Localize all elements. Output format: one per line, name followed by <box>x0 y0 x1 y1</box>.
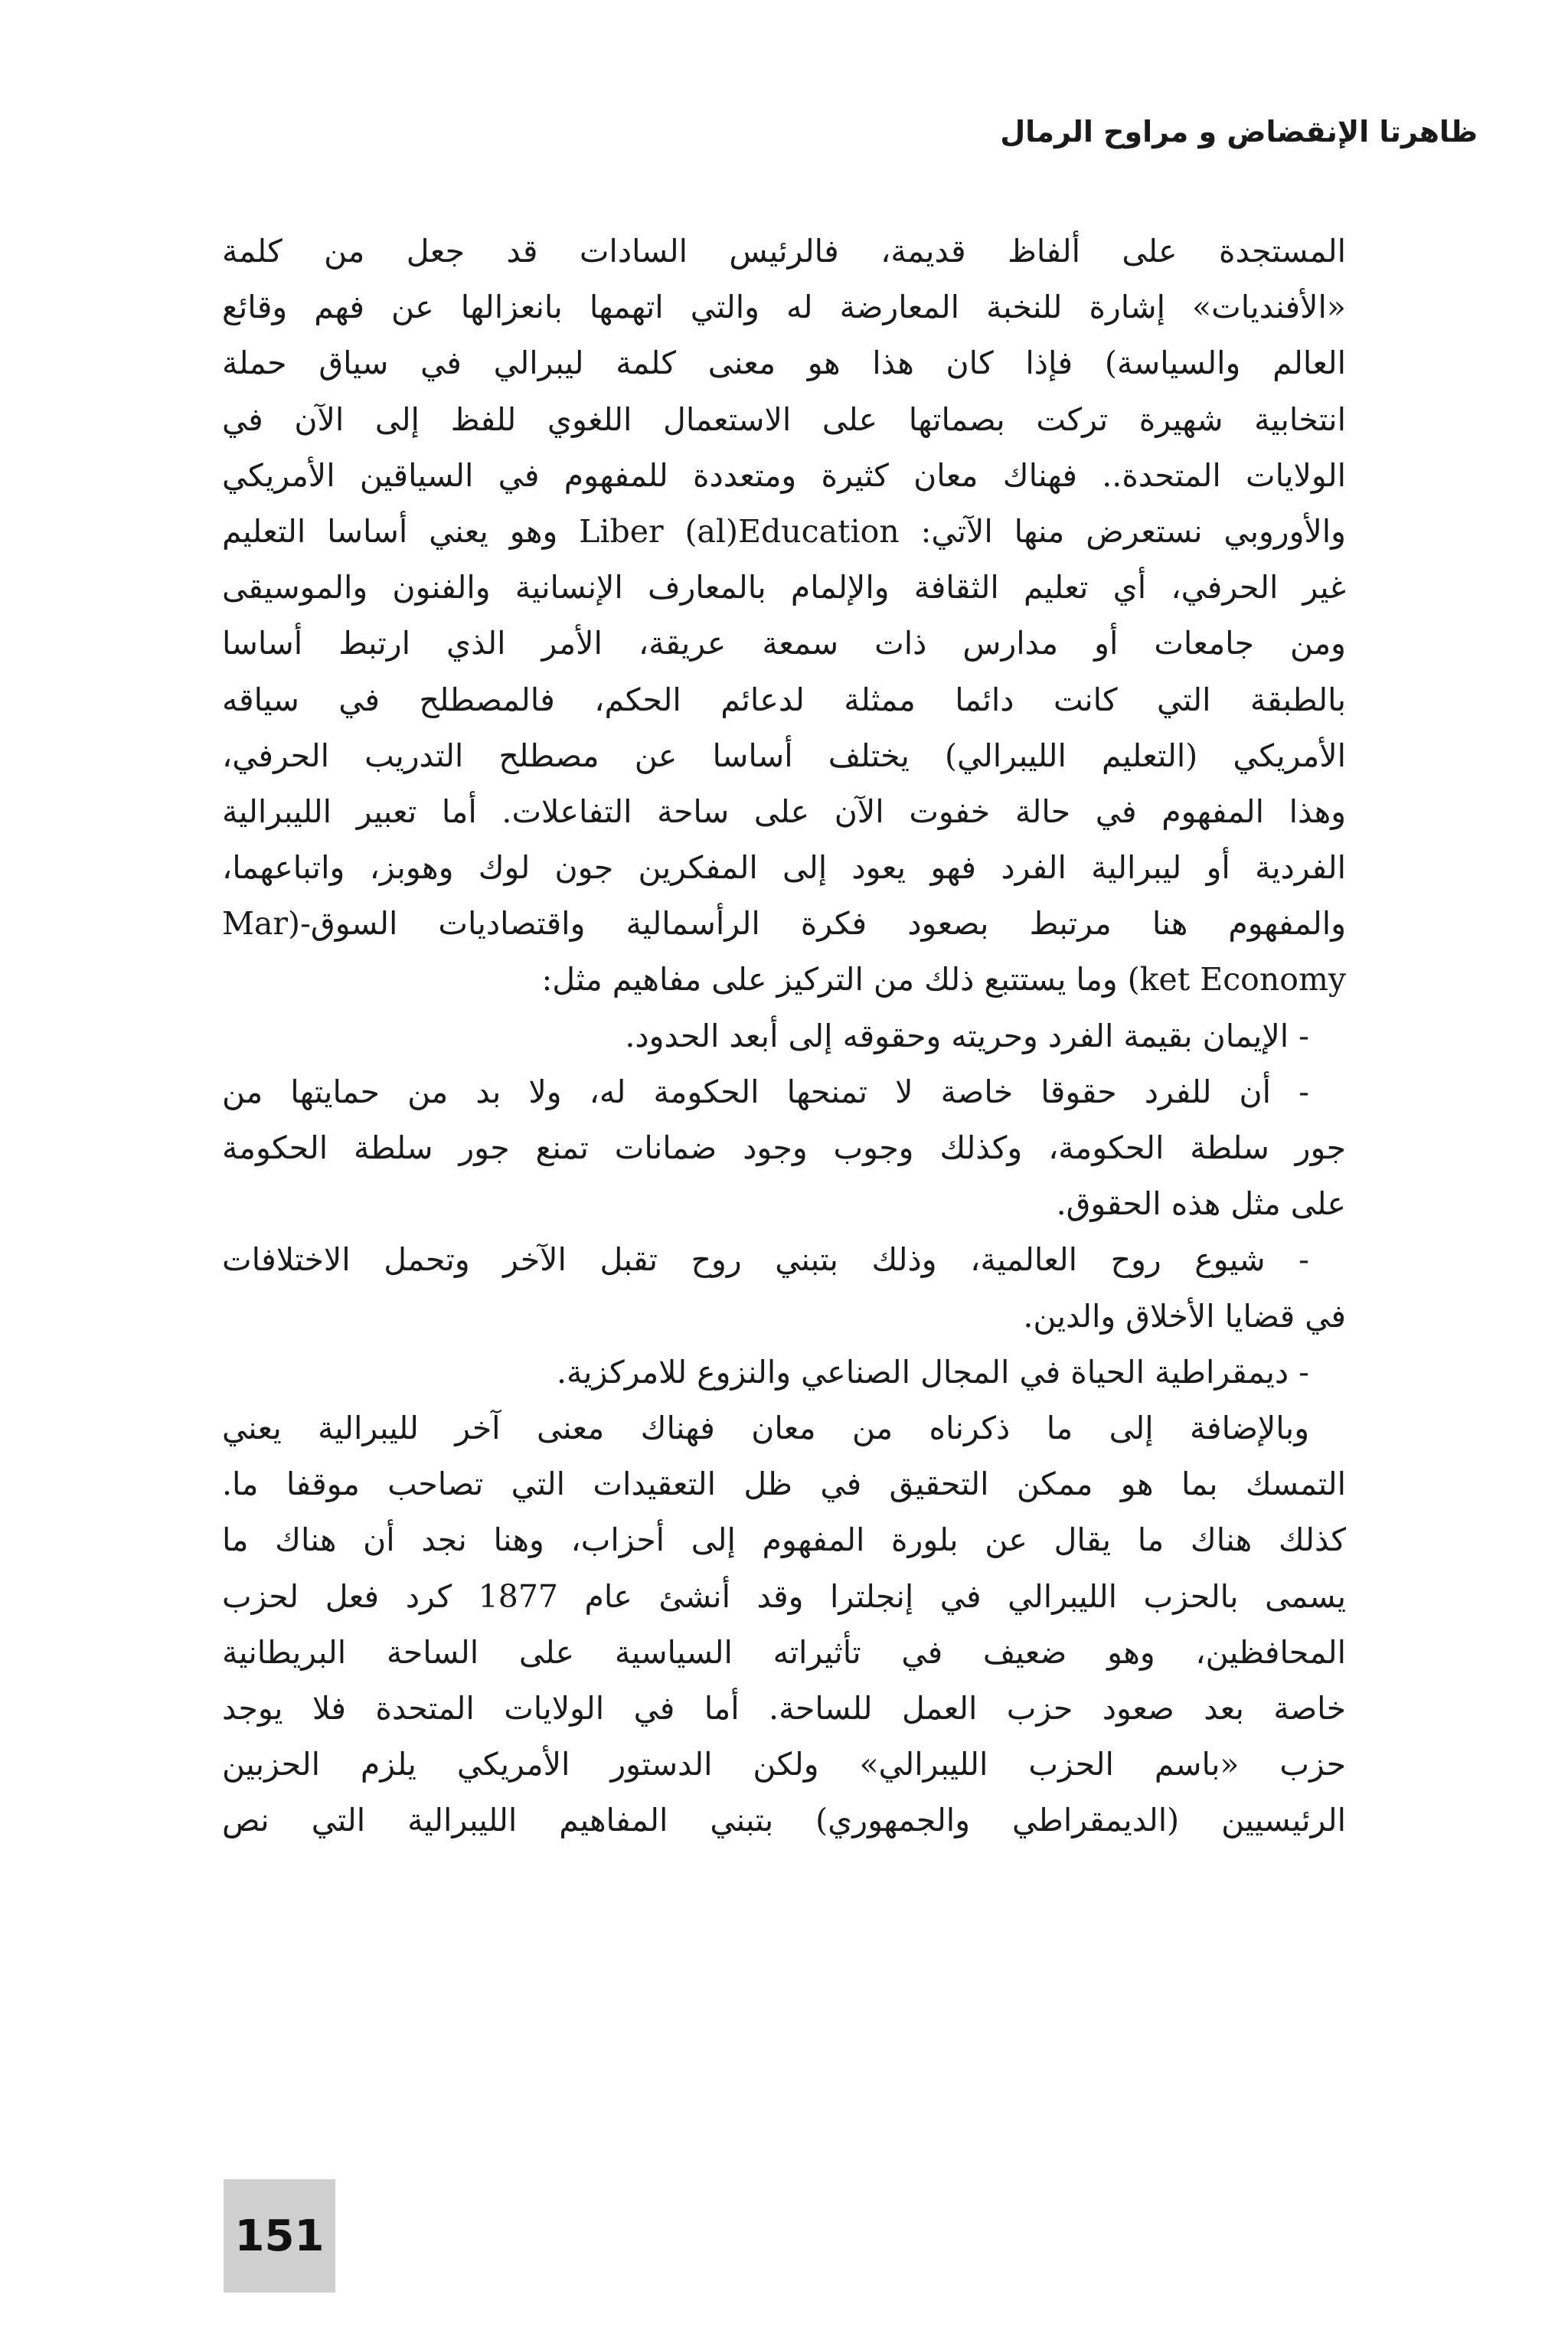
text-line: - ديمقراطية الحياة في المجال الصناعي والنزوع للامركزية. <box>557 1353 1309 1391</box>
text-line: المحافظين، وهو ضعيف في تأثيراته السياسية على الساحة البريطانية <box>222 1633 1346 1671</box>
text-line: - شيوع روح العالمية، وذلك بتبني روح تقبل الآخر وتحمل الاختلافات <box>222 1241 1309 1279</box>
text-line: «الأفنديات» إشارة للنخبة المعارضة له والتي اتهمها بانعزالها عن فهم وقائع <box>222 289 1346 326</box>
text-line: في قضايا الأخلاق والدين. <box>1023 1297 1346 1335</box>
text-line: الأمريكي (التعليم الليبرالي) يختلف أساسا عن مصطلح التدريب الحرفي، <box>222 737 1346 774</box>
text-line: والأوروبي نستعرض منها الآتي: Liber (al)Education وهو يعني أساسا التعليم <box>222 512 1346 550</box>
page-number: 151 <box>234 2211 325 2261</box>
text-line: - الإيمان بقيمة الفرد وحريته وحقوقه إلى أبعد الحدود. <box>625 1017 1309 1054</box>
text-line: والمفهوم هنا مرتبط بصعود فكرة الرأسمالية واقتصاديات السوق-(Mar <box>222 905 1346 943</box>
text-line: غير الحرفي، أي تعليم الثقافة والإلمام بالمعارف الإنسانية والفنون والموسيقى <box>222 569 1346 606</box>
running-header: ظاهرتا الإنقضاض و مراوح الرمال <box>1000 115 1478 149</box>
text-line: حزب «باسم الحزب الليبرالي» ولكن الدستور الأمريكي يلزم الحزبين <box>222 1746 1346 1783</box>
text-line: ket Economy) وما يستتبع ذلك من التركيز على مفاهيم مثل: <box>541 961 1346 999</box>
text-line: - أن للفرد حقوقا خاصة لا تمنحها الحكومة له، ولا بد من حمايتها من <box>222 1073 1309 1110</box>
text-line: على مثل هذه الحقوق. <box>1056 1185 1346 1223</box>
text-line: انتخابية شهيرة تركت بصماتها على الاستعمال اللغوي للفظ إلى الآن في <box>222 400 1346 438</box>
text-line: كذلك هناك ما يقال عن بلورة المفهوم إلى أحزاب، وهنا نجد أن هناك ما <box>222 1521 1346 1559</box>
text-line: يسمى بالحزب الليبرالي في إنجلترا وقد أنشئ عام 1877 كرد فعل لحزب <box>222 1577 1346 1615</box>
text-line: جور سلطة الحكومة، وكذلك وجوب وجود ضمانات تمنع جور سلطة الحكومة <box>222 1129 1346 1166</box>
text-line: الفردية أو ليبرالية الفرد فهو يعود إلى المفكرين جون لوك وهوبز، واتباعهما، <box>222 849 1346 887</box>
text-line: الرئيسيين (الديمقراطي والجمهوري) بتبني المفاهيم الليبرالية التي نص <box>222 1802 1346 1839</box>
text-line: وهذا المفهوم في حالة خفوت الآن على ساحة التفاعلات. أما تعبير الليبرالية <box>222 793 1346 830</box>
text-line: ومن جامعات أو مدارس ذات سمعة عريقة، الأمر الذي ارتبط أساسا <box>222 625 1346 662</box>
text-line: وبالإضافة إلى ما ذكرناه من معان فهناك معنى آخر لليبرالية يعني <box>222 1409 1309 1446</box>
text-line: المستجدة على ألفاظ قديمة، فالرئيس السادات قد جعل من كلمة <box>222 233 1346 270</box>
text-line: بالطبقة التي كانت دائما ممثلة لدعائم الحكم، فالمصطلح في سياقه <box>222 681 1346 718</box>
text-line: الولايات المتحدة.. فهناك معان كثيرة ومتعددة للمفهوم في السياقين الأمريكي <box>222 456 1346 494</box>
body-text <box>222 224 1346 1848</box>
text-line: العالم والسياسة) فإذا كان هذا هو معنى كلمة ليبرالي في سياق حملة <box>222 345 1346 382</box>
text-line: التمسك بما هو ممكن التحقيق في ظل التعقيدات التي تصاحب موقفا ما. <box>222 1466 1346 1503</box>
text-line: خاصة بعد صعود حزب العمل للساحة. أما في الولايات المتحدة فلا يوجد <box>222 1689 1346 1727</box>
page-number-box <box>224 2179 335 2293</box>
